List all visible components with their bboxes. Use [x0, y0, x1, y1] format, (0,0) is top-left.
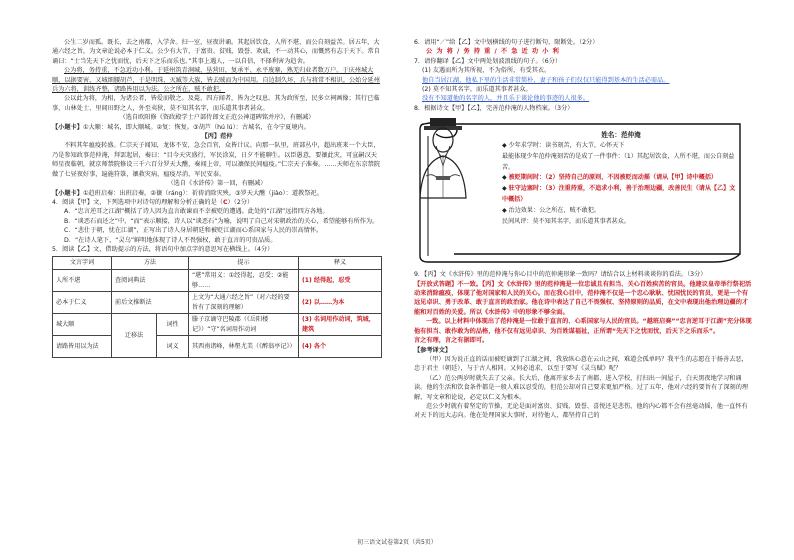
- yi-passage-paragraph-3: 公以此为将，为相，为诸公者，皆爱而敬之。及薨，四方闻者，皆为之叹息。其为政所至，民多立祠画像；其行已临事，山林处士、里闾田野之人，外至夷狄，莫不知其名字，而乐道其事者甚众。: [52, 95, 380, 112]
- page-footer: 初三语文试卷第2页（共5页）: [357, 539, 437, 546]
- question-9-note: 言之有理，言之有据即可。: [414, 337, 489, 345]
- yi-passage-paragraph-1: 公生二岁而孤。既长，去之南都，入学舍。扫一室，昼夜讲诵。其起居饮食，人所不堪，而公自刻益苦。居五年，大通六经之旨，为文章论说必本于仁义。公少有大节，于富贵、贫贱、毁誉、欢戚，不一动其心，而慨然有志于天下。常自诵曰：“士当先天下之忧而忧，后天下之乐而乐也。”其事上遇人，一以自信，不择利害为趋舍。: [52, 39, 380, 65]
- profile-line: ◆ 被贬期间时：（2）坚持自己的原则，不因被贬而动摇（请从【甲】诗中概括）: [502, 174, 718, 182]
- reference-translation-jia: （甲）因为说正直的话而被贬谪到了江湖之间，我放纵心意在云山之间，难道会孤单吗？我平生的志愿在于扬善去恶，忠于君主（朝廷），与于古人相同。又何必追求，以至于要写《灵乌赋》呢？: [414, 355, 748, 373]
- table-cell-hint: 其西南诸峰，林壑尤美（《醉翁亭记》）: [189, 336, 299, 358]
- question-9-answer-text: 不一致。【丙】文《水浒传》里的范仲淹是一位忠诚且有担当、关心百姓疾苦的官员。他建议皇帝举行祭祀活动来消除瘟疫，体现了他对国家和人民的关心。而在我心目中，范仲淹不仅是一个忠心耿耿、忧国忧民的官员，更是一个有远见卓识、勇于改革、敢于直言的政治家。他在诗中表达了自己不畏强权、坚持原则的品质，在文中表现出他治理边疆的才能和对百姓的关爱。所以《水浒传》中的形象不够全面。: [414, 280, 752, 316]
- table-cell-hint: 滕子京谪守巴陵郡（《岳阳楼记》）“守”名词用作动词: [189, 314, 299, 336]
- question-4: [52, 198, 382, 207]
- table-row: [53, 336, 382, 358]
- table-header: 释义: [299, 257, 382, 270]
- bing-source: （选自《水浒传》第一回，有删减）: [167, 180, 267, 188]
- profile-line: 民间风评：莫不知其名字，而乐道其事者甚众。: [502, 217, 630, 225]
- word-method-table: [52, 256, 382, 358]
- question-7-title: 7．请你翻译【乙】文中两处划波浪线的句子。（6分）: [414, 57, 562, 65]
- question-4-title: 4．阅读【甲】文，下列选项中对诗句的理解和分析正确的是（: [52, 198, 223, 206]
- table-row: [53, 292, 382, 314]
- profile-title: 姓名：范仲淹: [601, 131, 641, 140]
- section-bing-title: 【丙】范仲: [201, 133, 233, 141]
- table-cell-word: 必本于仁义: [53, 292, 112, 314]
- profile-line: 最能体现少年范仲淹刻苦的是成了一件事件：（1）其起居饮食，人所不堪，而公自刻益苦。: [502, 152, 735, 171]
- q4-option-d: D．“在诗人笔下，“灵乌”鲜明地体现了诗人不畏强权，敢于直言的可贵品质。: [64, 236, 277, 244]
- table-cell-method: 查阅词典法: [112, 270, 189, 292]
- diamond-icon: ◆: [502, 174, 509, 182]
- table-cell-method: 迁移法: [112, 314, 157, 358]
- fan-zhongyan-portrait-icon: [414, 116, 472, 200]
- note-card-a-label: 【小题卡】: [52, 123, 83, 131]
- q4-option-c: C．“悲仕于朝，忧在江湖”，正写出了诗人身居朝廷和被贬江湖而心系国家与人民的崇高情怀。: [64, 227, 323, 235]
- table-header: 方法: [112, 257, 189, 270]
- table-cell-word: 人所不堪: [53, 270, 112, 292]
- question-7-1: (1) 友遇而所为其所视，不为俗所，有受其衣。: [422, 67, 551, 75]
- question-7-1-answer: 他自当居江湖，他私下里的生活非常简朴，妻子和孩子们仅仅只能得到基本的生活必需品。: [422, 76, 670, 84]
- note-card-b-label: 【小题卡】: [52, 189, 83, 197]
- profile-scroll-card: [414, 116, 750, 268]
- table-cell-answer: (4) 各个: [299, 336, 382, 358]
- table-cell-word: 城大顺: [53, 314, 112, 336]
- left-column: [52, 38, 382, 358]
- table-cell-submethod: 词义: [157, 336, 189, 358]
- diamond-icon: ◆: [502, 206, 509, 214]
- profile-line: ◆ 驻守边塞时：（3）注重持重，不追求小利，善于治理边疆，改善民生（请从【乙】文中概括）: [502, 185, 736, 204]
- table-cell-hint: 上文为“大通六经之旨”（对六经的要旨有了深刻的理解）: [189, 292, 299, 314]
- yi-passage-paragraph-2: [52, 66, 382, 94]
- table-header-row: [53, 257, 382, 270]
- question-4-answer: C: [223, 198, 228, 206]
- q4-option-a: A．“忠言逆耳之江湖”概括了诗人因为直言敢谏而不幸被贬的遭遇。此处的“江湖”远指四方各地。: [64, 208, 329, 216]
- table-cell-submethod: 词性: [157, 314, 189, 336]
- diamond-icon: ◆: [502, 185, 509, 193]
- question-7-2: (2) 莫不知其名字，而乐道其事者甚众。: [422, 86, 532, 94]
- question-5-title: 5．阅读【乙】文，借助提示的方法，将语句中加点字的意思写在横线上。（4分）: [52, 245, 274, 253]
- profile-line: ◆ 治边效果：公之所在，贼不敢犯。: [502, 206, 601, 214]
- note-card-a-text: ①大顺：城名，即大顺城。②复：恢复。③胡芦（hú lú）：古城名，在今宁夏境内。: [82, 123, 310, 131]
- diamond-icon: ◆: [502, 142, 509, 150]
- question-6-title: 6．请用“／”给【乙】文中划横线的句子进行断句，限断处。（2分）: [414, 39, 599, 46]
- table-cell-answer: (3) 名词用作动词，筑城，建筑: [299, 314, 382, 336]
- profile-text: [502, 130, 740, 227]
- table-row: [53, 270, 382, 292]
- question-8-title: 8．根据诗文【甲】【乙】，完善范仲淹的人物档案。（3分）: [414, 104, 574, 112]
- q4-option-b: B．“谈恶石而还之”中，“而”表示顺接，诗人以“谈恶石”为喻，说明了自己对宋朝政治的关心，希望能够有所作为。: [64, 217, 379, 225]
- question-9-title: 9．【丙】文《水浒传》里的范仲淹与你心目中的范仲淹形象一致吗？请结合以上材料谈谈你的看法。（3分）: [414, 271, 707, 279]
- reference-translation-yi-2: 范公少时就有着坚定的节操，无论是面对富贵、贫贱、毁誉、喜悦还是悲伤，他的内心都不会有丝毫动摇，他一直怀有对天下的远大志向。他在处理国家大事时，对待他人，都坚持自己的: [414, 402, 748, 420]
- question-9-answer: [414, 280, 752, 318]
- question-6-answer: 公 为 将 / 务 持 重 / 不 急 近 功 小 利: [426, 48, 560, 56]
- note-card-b-text: ①趋班启奏：出班启奏。②禳（ráng）：祈祷消除灾殃。③罗天大醮（jiào）：道教祭祀。: [82, 189, 323, 197]
- question-7-2-answer: 没有不知道他的名字的人，并且乐于谈论他的事迹的人很多。: [422, 95, 590, 103]
- profile-line: ◆ 少年求学时：读书刻苦，有大节，心怀天下: [502, 142, 625, 150]
- reference-translation-title: 【参考译文】: [414, 346, 452, 354]
- question-9-extra: 一致。以上材料中体现出了范仲淹是一位敢于直言的、心系国家与人民的官员。“越班启奏”“忠言逆耳于江湖”充分体现他有担当、敢作敢为的品格，他不仅有远见卓识、为百姓谋福祉，正所谓“先天下之忧而忧，后天下之乐而乐”。: [414, 318, 752, 335]
- bing-passage: 不料其年瘟疫转盛。仁宗天子闻知，龙体不安，急会百官，众皆计议。向那一队里，班部丛中，超出班来一个大臣，乃是参知政事范仲淹，拜罢起居，奏曰：“目今天灾盛行，军民涂炭，日夕不能聊生。以臣愚意，要禳此灾，可宣嗣汉天师星夜临朝，就京师禁院修设三千六百分罗天大醮，奏闻上帝，可以禳保民间瘟疫。”仁宗天子准奏。……天师在东京禁院做了七昼夜好事，遍施符箓，禳救灾病，瘟疫尽消，军民安泰。: [52, 142, 381, 178]
- yi-source: （选自欧阳修《资政殿学士户部侍郎文正范公神道碑铭并序》，有删减）: [119, 114, 315, 122]
- table-cell-hint: “堪”常用义：①经得起，忍受；②能够……: [189, 270, 299, 292]
- table-header: 文言字词: [53, 257, 112, 270]
- yi-passage-paragraph-2-text: 公为将，务持重，不急近功小利。于延州筑青涧城，垦营田，复承平、永平废寨，熟羌归业者数万户。于庆州城大顺，以据要害，又城细腰胡芦，于是明珠、灭臧等大族，皆去贼而为中国用。自边制久坏，兵与将常不相识。公始分延州兵为六将，训练齐整，诸路皆用以为法。公之所在，贼不敢犯。: [52, 67, 380, 94]
- note-card-b: [52, 189, 382, 198]
- table-cell-method: 前后文推断法: [112, 292, 189, 314]
- table-cell-word: 请路皆用以为法: [53, 336, 112, 358]
- table-cell-answer: (1) 经得起，忍受: [299, 270, 382, 292]
- question-4-tail: ）（2分）: [227, 198, 254, 206]
- reference-translation-yi: （乙）范公两岁时就失去了父亲。长大后，他离开家乡去了南都，进入学校，打扫出一间屋子，白天黑夜地学习和诵读。他的生活和饮食条件都是一般人难以忍受的，但范公却对自己要求更加严格。过了五年，他对六经的要旨有了深刻的理解，写文章和论说，必定以仁义为根本。: [414, 374, 749, 401]
- table-cell-answer: (2) 以……为本: [299, 292, 382, 314]
- table-row: [53, 314, 382, 336]
- question-9-answer-head: 【开放式答题】: [414, 280, 458, 288]
- table-header: 提示: [189, 257, 299, 270]
- right-column: [414, 38, 752, 421]
- note-card-a: [52, 123, 382, 132]
